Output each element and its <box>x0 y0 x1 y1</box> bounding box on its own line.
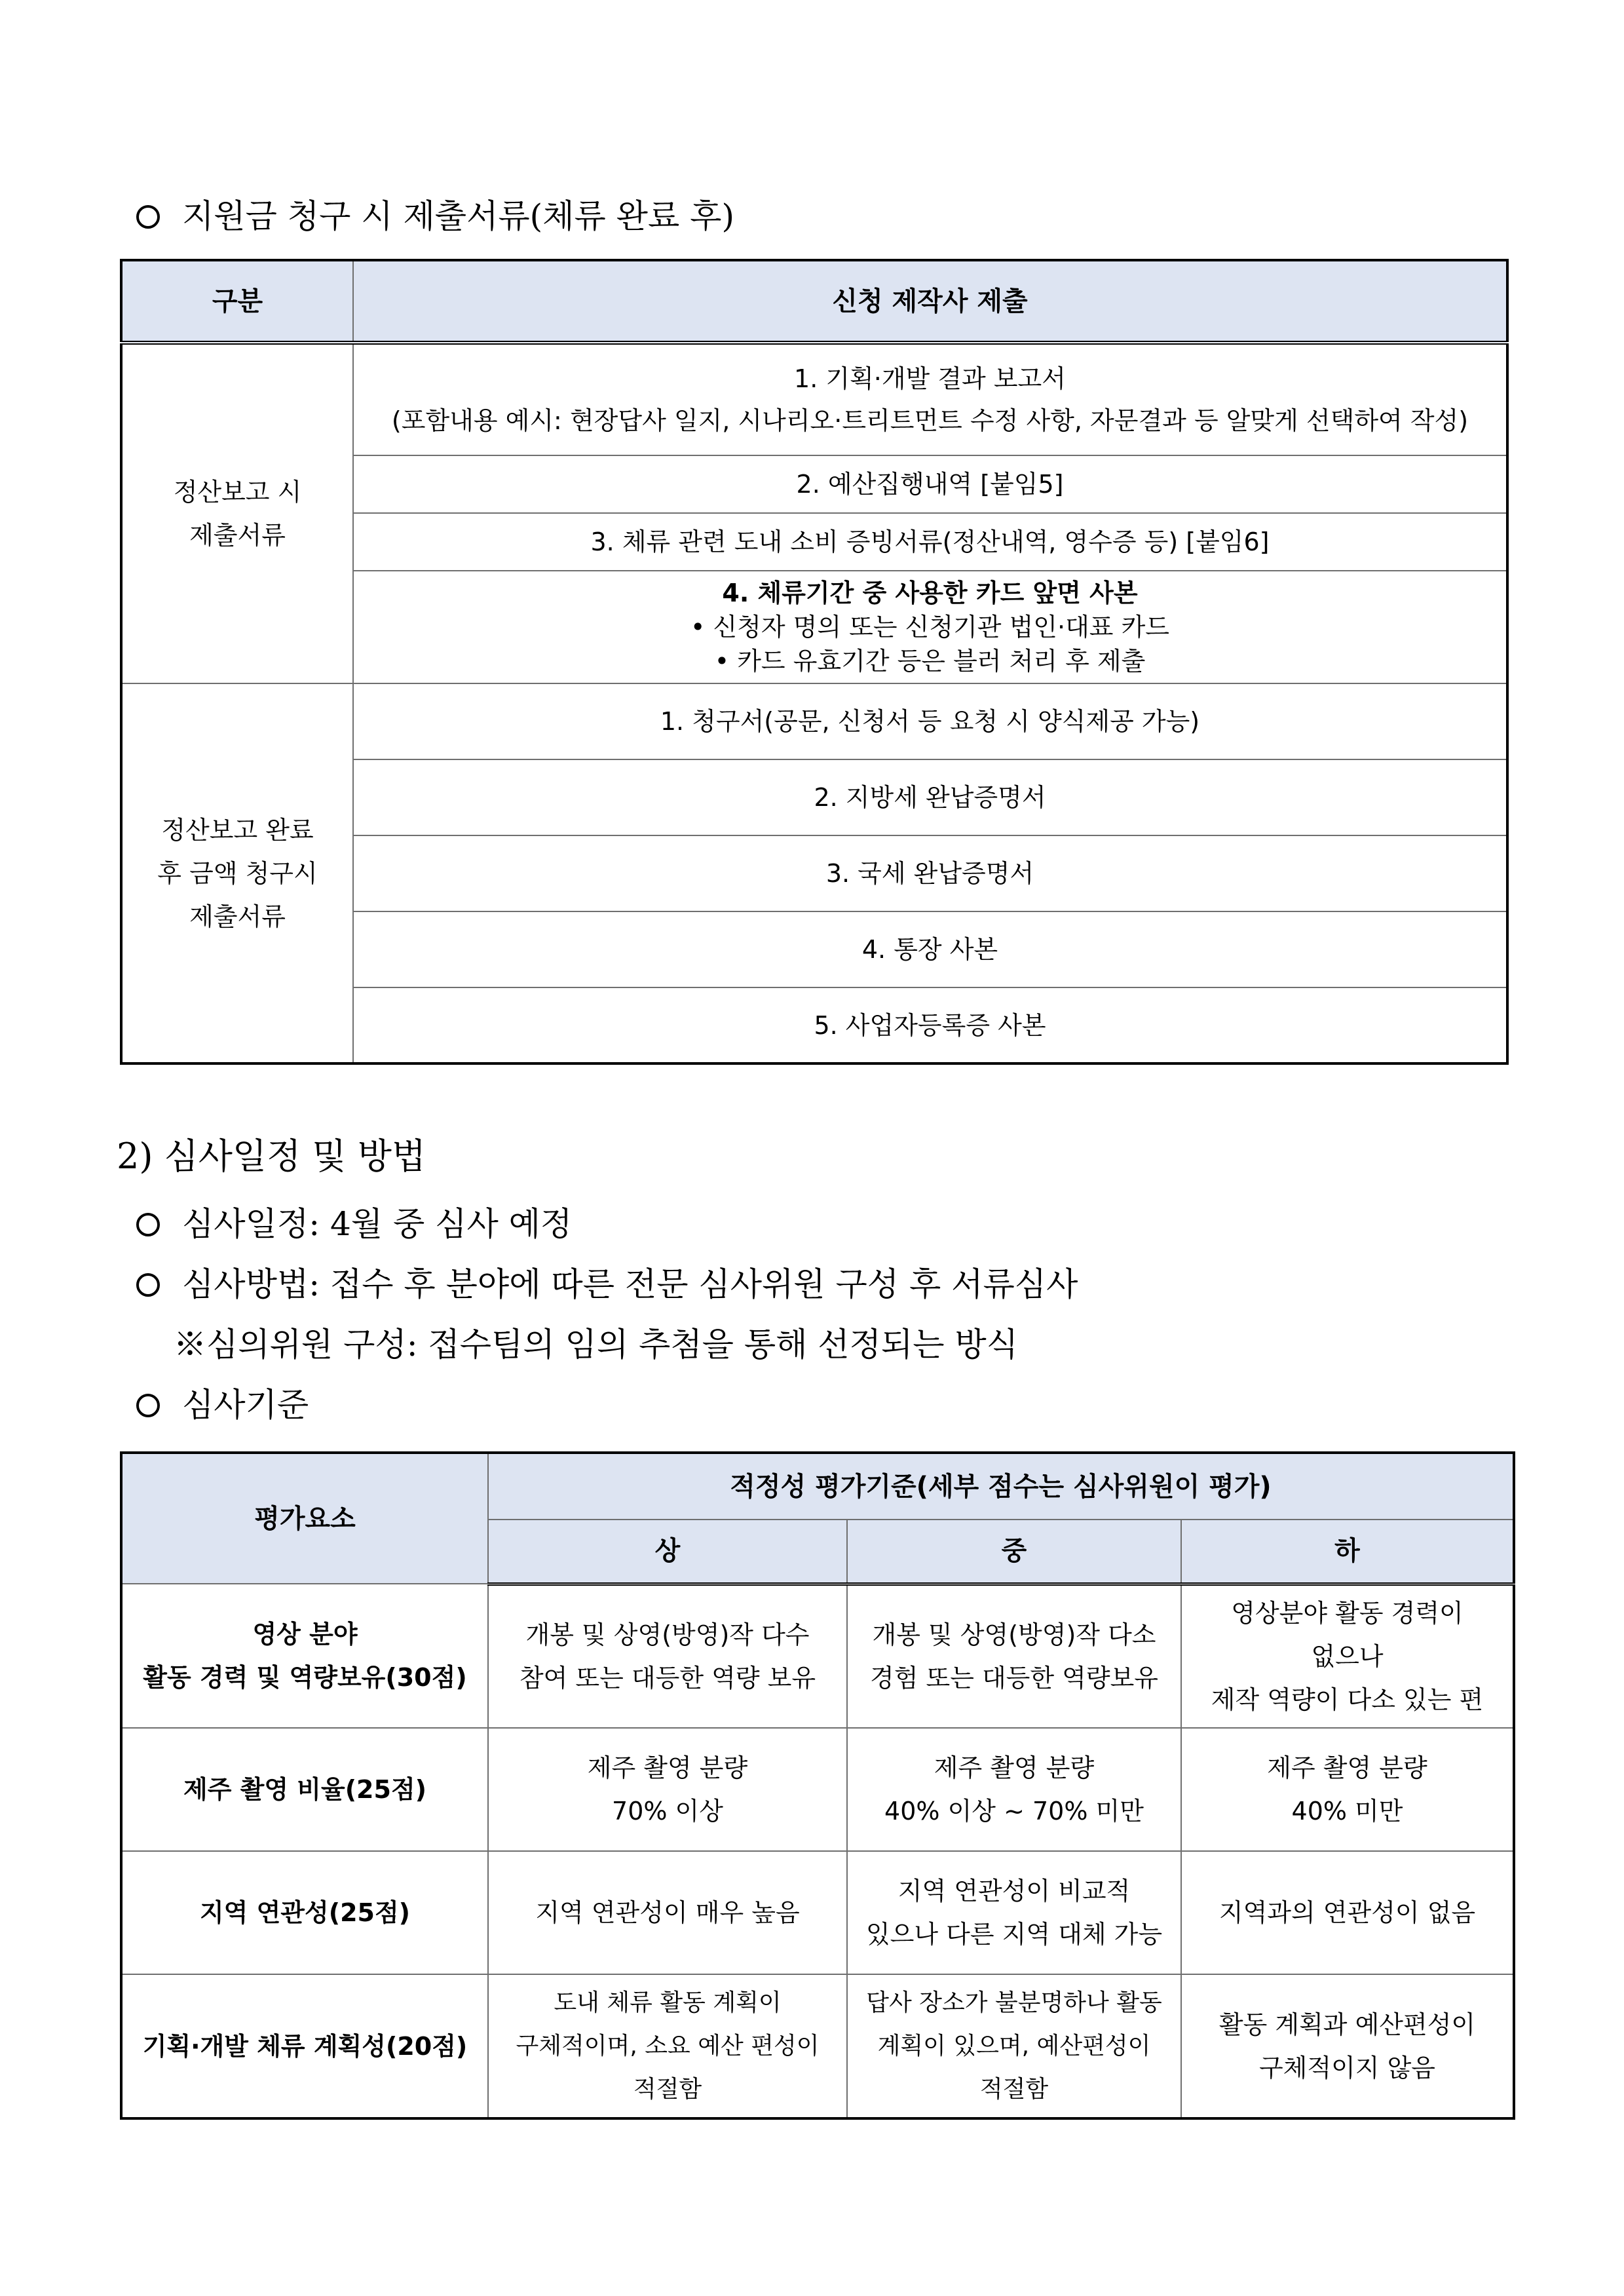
factor-cell: 지역 연관성(25점) <box>121 1851 488 1974</box>
doc-item: 3. 국세 완납증명서 <box>353 835 1507 911</box>
criteria-cell: 도내 체류 활동 계획이 구체적이며, 소요 예산 편성이 적절함 <box>488 1974 847 2118</box>
table-row <box>121 1584 1514 1728</box>
criteria-cell: 지역 연관성이 비교적 있으나 다른 지역 대체 가능 <box>847 1851 1181 1974</box>
evaluation-criteria-table <box>120 1451 1515 2120</box>
circle-bullet-icon <box>136 205 160 229</box>
level-mid: 중 <box>847 1520 1181 1584</box>
criteria-cell: 지역과의 연관성이 없음 <box>1181 1851 1514 1974</box>
note-line: ※심의위원 구성: 접수팀의 임의 추첨을 통해 선정되는 방식 <box>174 1326 1018 1364</box>
criteria-cell: 활동 계획과 예산편성이 구체적이지 않음 <box>1181 1974 1514 2118</box>
criteria-cell: 제주 촬영 분량 70% 이상 <box>488 1728 847 1851</box>
doc-item: 2. 지방세 완납증명서 <box>353 759 1507 835</box>
circle-bullet-icon <box>136 1394 160 1417</box>
criteria-cell: 개봉 및 상영(방영)작 다소 경험 또는 대등한 역량보유 <box>847 1584 1181 1728</box>
doc-item: 1. 기획·개발 결과 보고서 (포함내용 예시: 현장답사 일지, 시나리오·트리트먼트 수정 사항, 자문결과 등 알맞게 선택하여 작성) <box>353 343 1507 455</box>
doc-item: 3. 체류 관련 도내 소비 증빙서류(정산내역, 영수증 등) [붙임6] <box>353 513 1507 571</box>
submission-documents-table <box>120 259 1509 1065</box>
criteria-cell: 제주 촬영 분량 40% 미만 <box>1181 1728 1514 1851</box>
col-header-factor: 평가요소 <box>121 1453 488 1584</box>
doc-item: 2. 예산집행내역 [붙임5] <box>353 455 1507 513</box>
section-title: 2) 심사일정 및 방법 <box>117 1136 426 1177</box>
section-heading: 지원금 청구 시 제출서류(체류 완료 후) <box>136 190 734 237</box>
col-header-criteria: 적정성 평가기준(세부 점수는 심사위원이 평가) <box>488 1453 1514 1520</box>
col-header-submission: 신청 제작사 제출 <box>353 260 1507 343</box>
factor-cell: 영상 분야 활동 경력 및 역량보유(30점) <box>121 1584 488 1728</box>
table-row <box>121 343 1507 455</box>
circle-bullet-icon <box>136 1213 160 1236</box>
factor-cell: 기획·개발 체류 계획성(20점) <box>121 1974 488 2118</box>
doc-item: 5. 사업자등록증 사본 <box>353 987 1507 1063</box>
doc-item: 4. 통장 사본 <box>353 911 1507 987</box>
table-header-row <box>121 260 1507 343</box>
criteria-cell: 제주 촬영 분량 40% 이상 ~ 70% 미만 <box>847 1728 1181 1851</box>
level-high: 상 <box>488 1520 847 1584</box>
group-label-claim: 정산보고 완료 후 금액 청구시 제출서류 <box>121 683 353 1063</box>
method-line: 심사방법: 접수 후 분야에 따른 전문 심사위원 구성 후 서류심사 <box>136 1258 1078 1305</box>
group-label-settlement: 정산보고 시 제출서류 <box>121 343 353 683</box>
criteria-cell: 영상분야 활동 경력이 없으나 제작 역량이 다소 있는 편 <box>1181 1584 1514 1728</box>
circle-bullet-icon <box>136 1273 160 1297</box>
table-row <box>121 1851 1514 1974</box>
level-low: 하 <box>1181 1520 1514 1584</box>
table-header-row <box>121 1453 1514 1520</box>
table-row <box>121 1728 1514 1851</box>
schedule-line: 심사일정: 4월 중 심사 예정 <box>136 1198 572 1245</box>
doc-item: 1. 청구서(공문, 신청서 등 요청 시 양식제공 가능) <box>353 683 1507 759</box>
criteria-cell: 지역 연관성이 매우 높음 <box>488 1851 847 1974</box>
factor-cell: 제주 촬영 비율(25점) <box>121 1728 488 1851</box>
criteria-cell: 개봉 및 상영(방영)작 다수 참여 또는 대등한 역량 보유 <box>488 1584 847 1728</box>
table-row <box>121 683 1507 759</box>
criteria-cell: 답사 장소가 불분명하나 활동 계획이 있으며, 예산편성이 적절함 <box>847 1974 1181 2118</box>
table-row <box>121 1974 1514 2118</box>
col-header-category: 구분 <box>121 260 353 343</box>
criteria-line: 심사기준 <box>136 1379 309 1426</box>
doc-item: 4. 체류기간 중 사용한 카드 앞면 사본 • 신청자 명의 또는 신청기관 법인·대표 카드 • 카드 유효기간 등은 블러 처리 후 제출 <box>353 571 1507 683</box>
